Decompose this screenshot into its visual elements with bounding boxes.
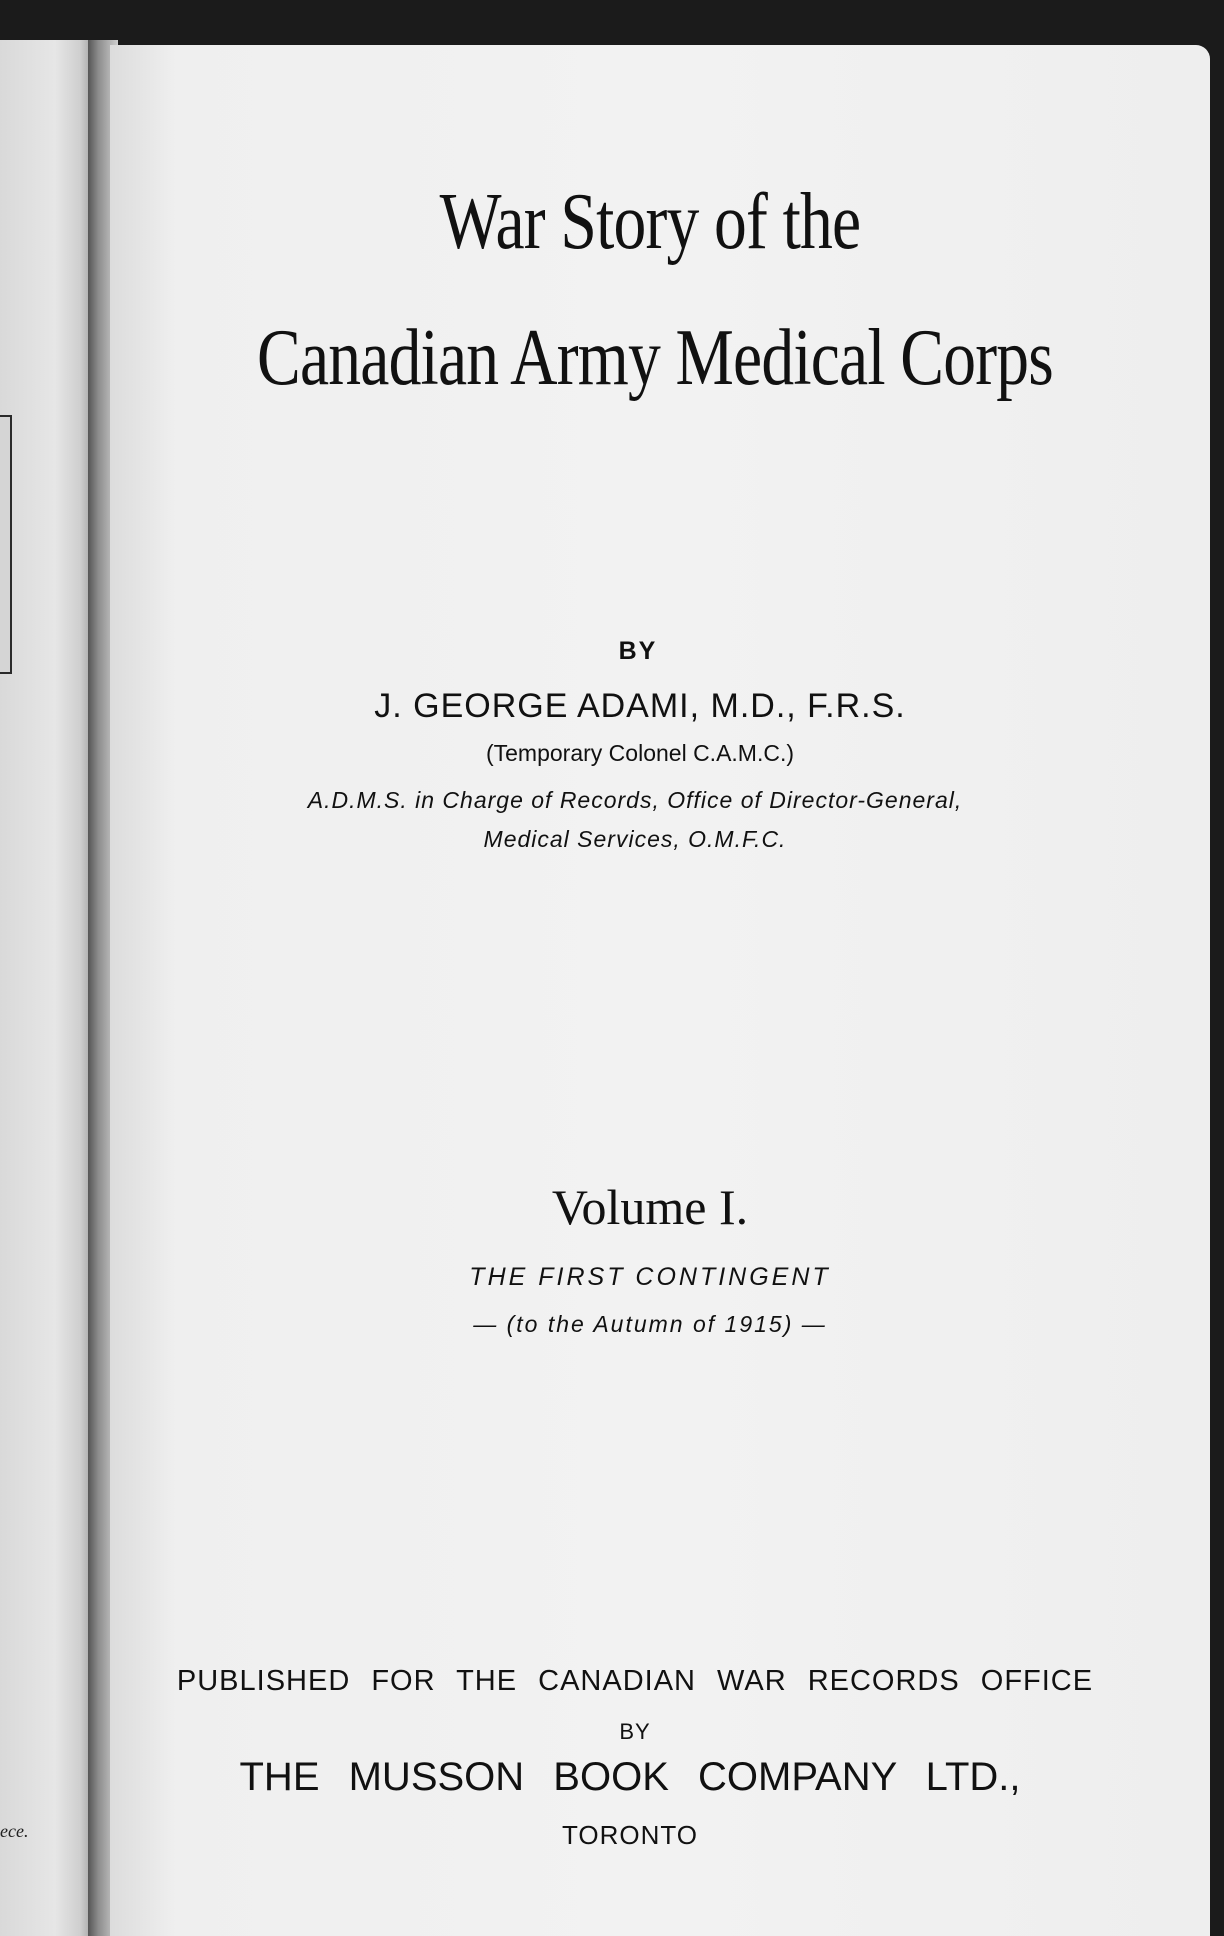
volume-subtitle: THE FIRST CONTINGENT [469, 1263, 831, 1291]
author-name: J. GEORGE ADAMI, M.D., F.R.S. [374, 687, 906, 725]
facing-page-text-fragment: ece. [0, 1821, 29, 1841]
facing-page-plate-edge [0, 415, 12, 674]
by-label: BY [618, 637, 658, 665]
publisher-by-label: BY [619, 1719, 651, 1744]
book-title-line-2: Canadian Army Medical Corps [257, 314, 1053, 402]
author-rank: (Temporary Colonel C.A.M.C.) [485, 740, 795, 766]
publisher-name: THE MUSSON BOOK COMPANY LTD., [239, 1755, 1021, 1799]
title-page [110, 45, 1210, 1936]
published-for-line: PUBLISHED FOR THE CANADIAN WAR RECORDS OFFICE [176, 1665, 1094, 1697]
author-role-line-1: A.D.M.S. in Charge of Records, Office of Director-General, [307, 787, 963, 813]
volume-label: Volume I. [551, 1179, 749, 1235]
volume-period: — (to the Autumn of 1915) — [473, 1311, 827, 1337]
author-role-line-2: Medical Services, O.M.F.C. [483, 826, 787, 852]
facing-page [0, 40, 100, 1936]
book-title-line-1: War Story of the [439, 178, 861, 266]
publisher-city: TORONTO [561, 1820, 699, 1850]
